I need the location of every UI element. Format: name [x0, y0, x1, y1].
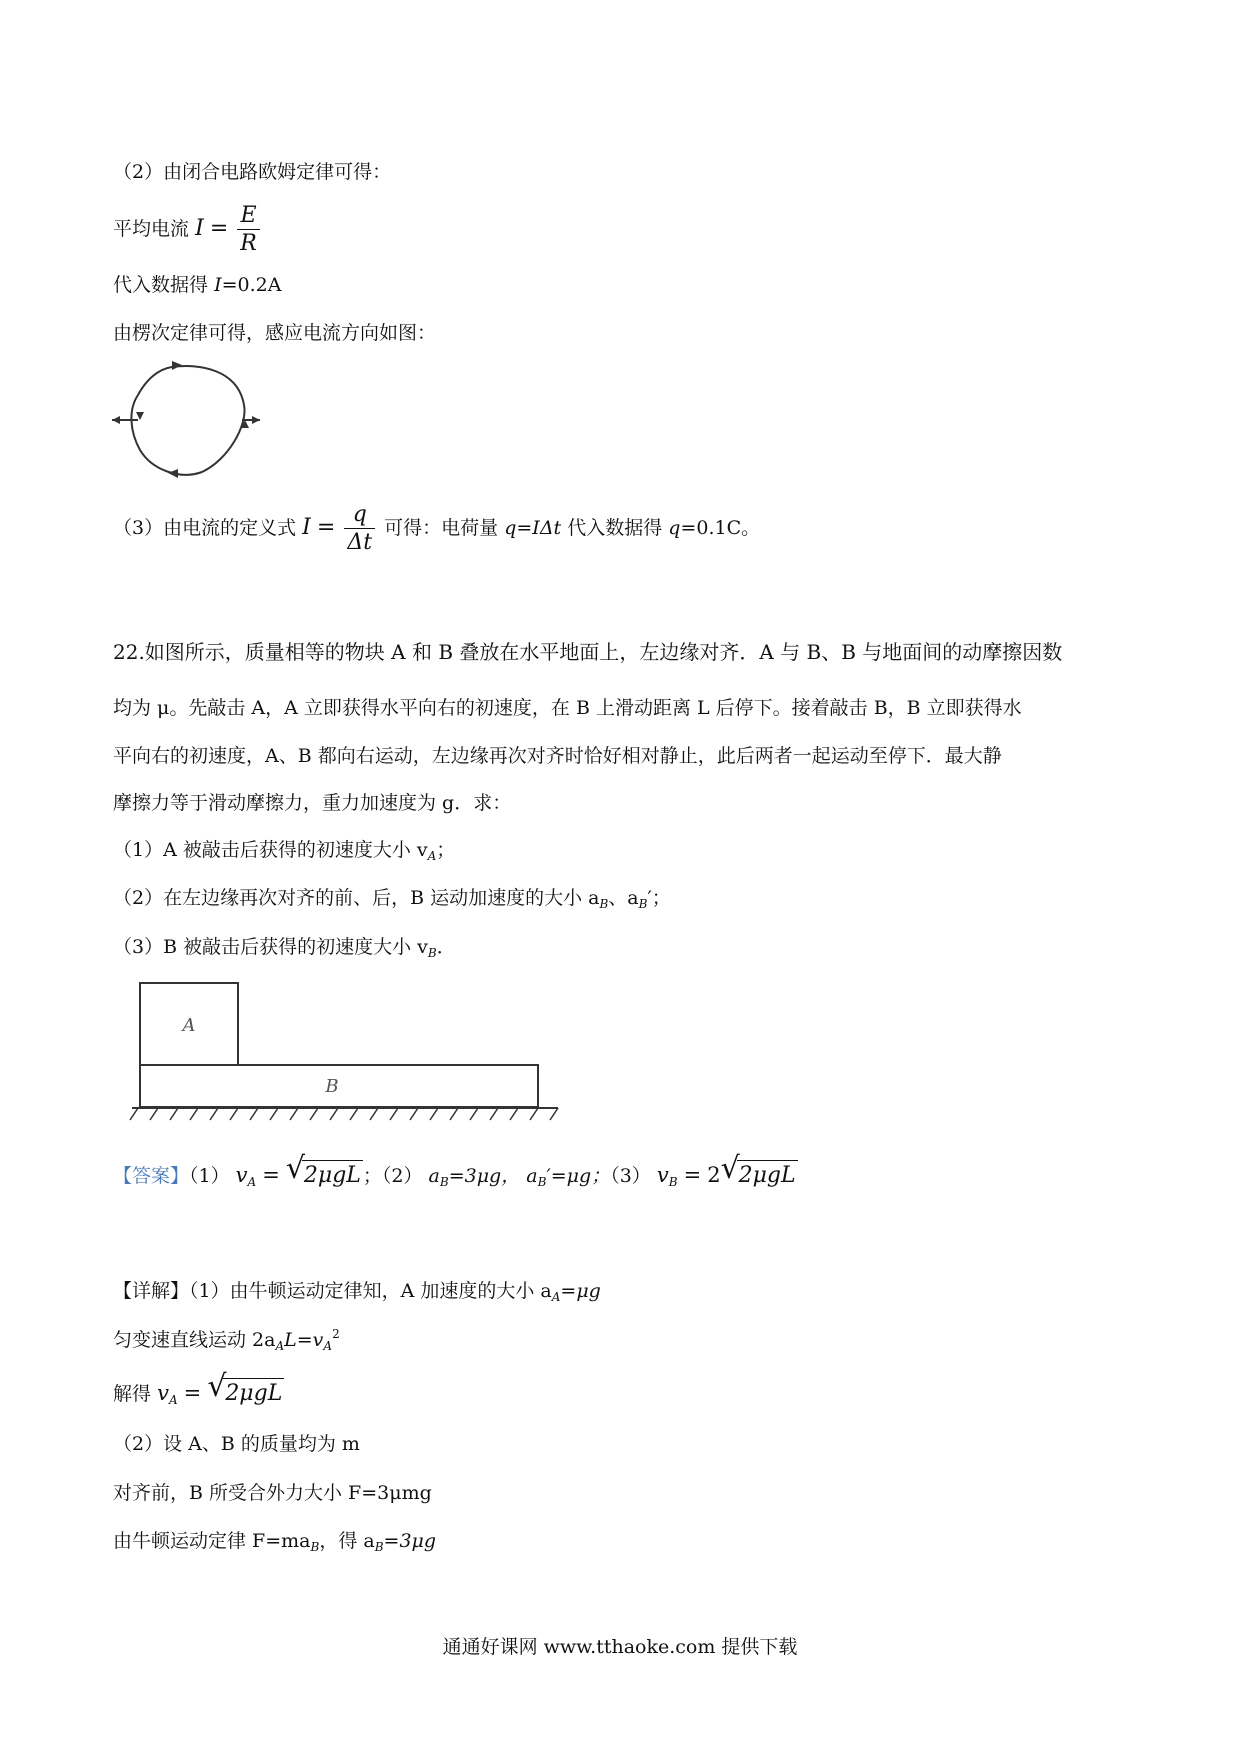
detail-line3: [113, 1369, 284, 1407]
part2-subscript: B: [599, 897, 609, 911]
part1-end: ；: [436, 839, 456, 861]
lenz-text: 由楞次定律可得，感应电流方向如图：: [113, 322, 437, 344]
radicand: 2μgL: [302, 1160, 363, 1189]
detail-line1: [113, 1280, 601, 1304]
v-symbol: v: [235, 1163, 248, 1187]
a-subscript-B: B: [537, 1175, 547, 1189]
detail-line6: [113, 1530, 436, 1554]
q-over-dt-fraction: [344, 503, 375, 555]
part1-text: （1）A 被敲击后获得的初速度大小 v: [113, 839, 428, 861]
q-symbol: q: [504, 517, 517, 540]
page-footer: 通通好课网 www.tthaoke.com 提供下载: [442, 1636, 798, 1658]
avg-current-line: [113, 204, 263, 256]
equals: =: [683, 1163, 702, 1187]
a-symbol: a: [526, 1165, 538, 1187]
v-subscript-A: A: [168, 1393, 178, 1407]
block-B-label: B: [325, 1076, 339, 1097]
detail-l6-mid: ，得 a: [319, 1530, 375, 1552]
answer-p2: ；（2）: [362, 1165, 423, 1187]
v-symbol: v: [157, 1381, 169, 1405]
coefficient: 2: [707, 1163, 721, 1187]
substitution-label: 代入数据得: [113, 274, 209, 296]
detail-l6-sub: B: [310, 1540, 320, 1554]
aB-prime-value: ′=μg；: [546, 1165, 611, 1187]
block-B: [140, 1065, 538, 1107]
sec2-intro: （2）由闭合电路欧姆定律可得：: [113, 161, 392, 183]
q-expression: =IΔt: [516, 517, 562, 540]
charge-result: =0.1C。: [680, 517, 761, 540]
detail-l2-mid: L=v: [284, 1329, 324, 1351]
fraction-denominator: Δt: [347, 530, 373, 556]
left-arrow-head: [112, 416, 120, 424]
left-direction-arrow: [136, 412, 144, 420]
detail-l1-sub: A: [551, 1290, 561, 1304]
detail-l2: 匀变速直线运动 2a: [113, 1329, 276, 1351]
detail-l2-sub2: A: [323, 1339, 333, 1353]
part2-text: （2）在左边缘再次对齐的前、后，B 运动加速度的大小 a: [113, 887, 600, 909]
I-symbol: I: [302, 515, 311, 541]
sec3-middle2: 代入数据得: [567, 517, 663, 540]
aB-value: =3μg，: [448, 1165, 521, 1187]
current-loop-figure: [110, 360, 260, 480]
q22-part2: [113, 887, 671, 911]
q22-line4: 摩擦力等于滑动摩擦力，重力加速度为 g．求：: [113, 792, 512, 814]
top-direction-arrow: [172, 361, 182, 370]
detail-line4: （2）设 A、B 的质量均为 m: [113, 1433, 360, 1455]
detail-l1: （1）由牛顿运动定律知，A 加速度的大小 a: [189, 1280, 552, 1302]
part3-end: ．: [436, 936, 456, 958]
substitution-line: [113, 274, 281, 297]
I-symbol: I: [214, 274, 222, 296]
q22-line1: 22.如图所示，质量相等的物块 A 和 B 叠放在水平地面上，左边缘对齐．A 与 B、B 与地面间的动摩擦因数: [113, 640, 1063, 664]
q-symbol: q: [668, 517, 681, 540]
detail-l6: 由牛顿运动定律 F=ma: [113, 1530, 311, 1552]
loop-outline: [131, 366, 244, 475]
radical-sign: √: [720, 1151, 740, 1186]
equals: =: [183, 1381, 202, 1405]
answer-line: [113, 1151, 798, 1189]
answer-tag: 【答案】: [113, 1165, 190, 1187]
right-arrow-head: [252, 416, 260, 424]
fraction-numerator: E: [237, 204, 260, 230]
a-subscript-B: B: [439, 1175, 449, 1189]
part3-text: （3）B 被敲击后获得的初速度大小 v: [113, 936, 428, 958]
v-subscript-A: A: [247, 1175, 257, 1189]
sec3-prefix: （3）由电流的定义式: [113, 517, 297, 540]
ground-hatching: [130, 1108, 558, 1120]
detail-l1-end: =μg: [560, 1280, 601, 1302]
sec3-line: [113, 503, 760, 555]
sqrt-2ugL: [207, 1369, 284, 1407]
answer-p1: （1）: [189, 1165, 230, 1187]
detail-l2-sup: 2: [332, 1327, 340, 1341]
detail-l3: 解得: [113, 1383, 152, 1405]
part1-subscript: A: [427, 849, 437, 863]
part3-subscript: B: [427, 946, 437, 960]
v-subscript-B: B: [668, 1175, 678, 1189]
I-symbol: I: [195, 216, 204, 242]
a-symbol: a: [428, 1165, 440, 1187]
blocks-figure: [120, 975, 570, 1125]
block-A-label: A: [182, 1015, 196, 1036]
detail-l6-sub2: B: [374, 1540, 384, 1554]
equals: =: [316, 515, 336, 541]
sqrt-2ugL: [285, 1151, 363, 1189]
E-over-R-fraction: [237, 204, 260, 256]
current-value: =0.2A: [221, 274, 282, 296]
sqrt-2ugL: [720, 1151, 798, 1189]
detail-l2-sub: A: [275, 1339, 285, 1353]
radicand: 2μgL: [223, 1378, 284, 1407]
radical-sign: √: [285, 1151, 306, 1186]
q22-line3: 平向右的初速度，A、B 都向右运动，左边缘再次对齐时恰好相对静止，此后两者一起运动至停下．最大静: [113, 745, 1002, 767]
part2-end: ′；: [647, 887, 671, 909]
avg-current-label: 平均电流: [113, 218, 190, 241]
q22-line2: 均为 μ。先敲击 A，A 立即获得水平向右的初速度，在 B 上滑动距离 L 后停下。接着敲击 B，B 立即获得水: [113, 697, 1022, 719]
detail-line5: 对齐前，B 所受合外力大小 F=3μmg: [113, 1482, 432, 1504]
fraction-numerator: q: [344, 503, 375, 529]
part2-mid: 、a: [608, 887, 639, 909]
radicand: 2μgL: [737, 1160, 798, 1189]
q22-part1: [113, 839, 455, 863]
part2-subscript2: B: [638, 897, 648, 911]
detail-tag: 【详解】: [113, 1280, 190, 1302]
answer-p3: （3）: [610, 1165, 651, 1187]
radical-sign: √: [207, 1369, 227, 1404]
sec3-middle: 可得：电荷量: [384, 517, 499, 540]
fraction-denominator: R: [240, 231, 257, 257]
q22-part3: [113, 936, 456, 960]
bottom-direction-arrow: [168, 469, 178, 478]
v-symbol: v: [656, 1163, 669, 1187]
detail-l6-end: =3μg: [383, 1530, 437, 1552]
equals: =: [209, 216, 229, 242]
detail-line2: [113, 1327, 340, 1353]
equals: =: [262, 1163, 280, 1187]
